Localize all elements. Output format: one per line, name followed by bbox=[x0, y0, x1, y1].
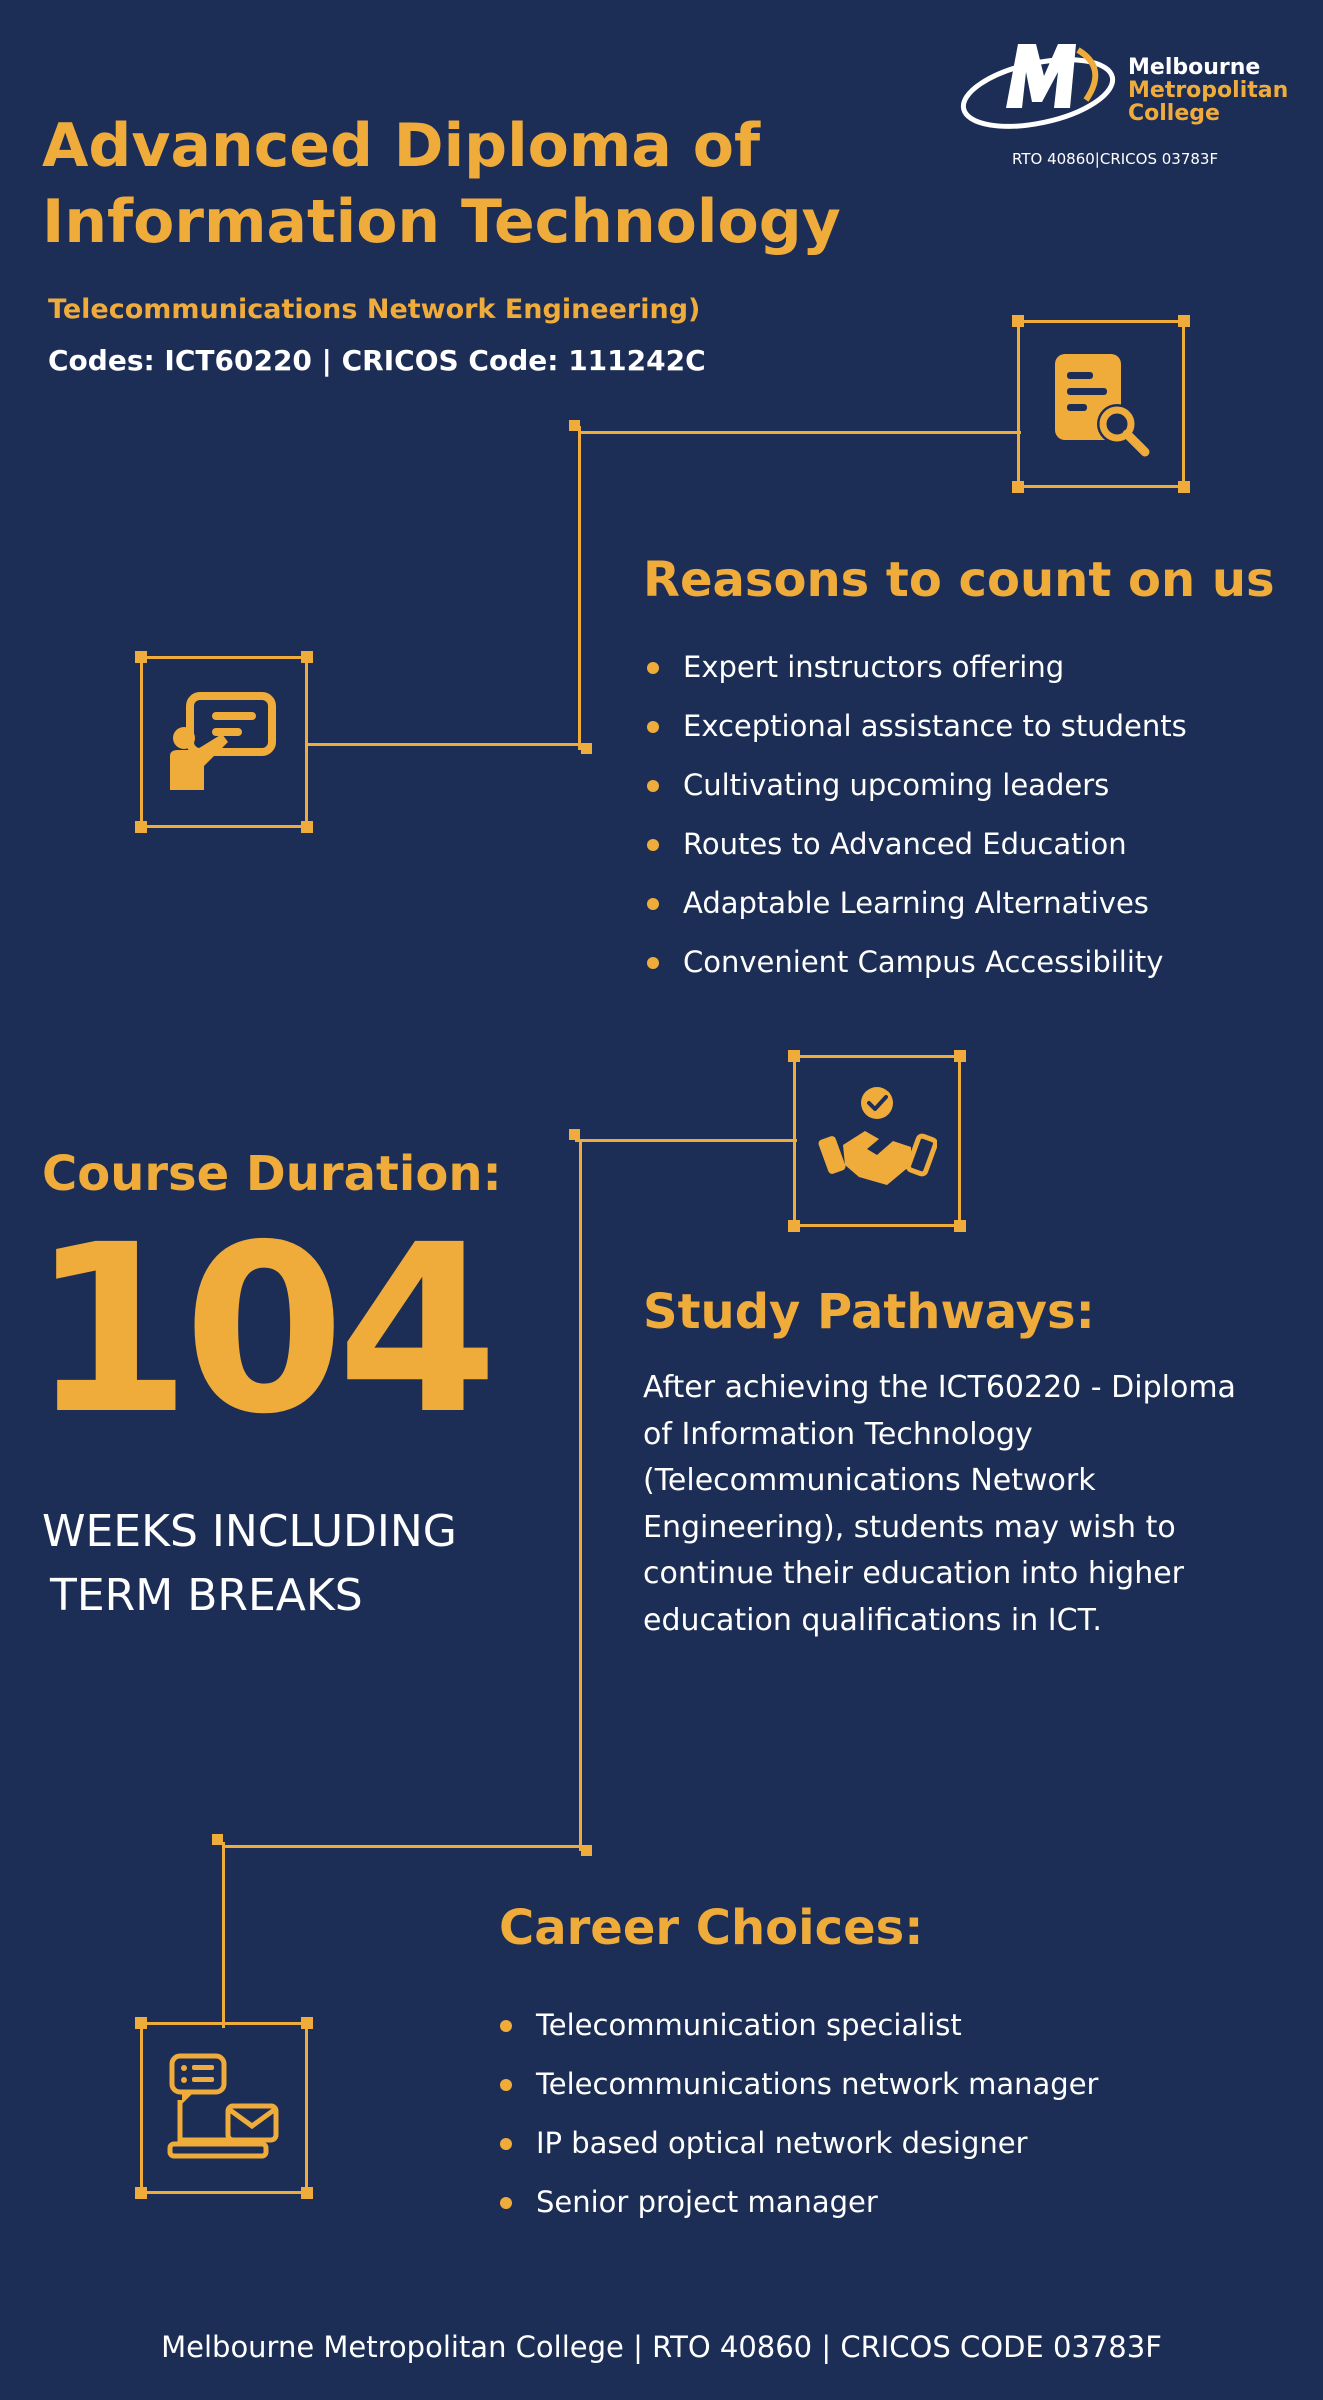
logo-text bbox=[1128, 56, 1288, 125]
pathways-heading: Study Pathways: bbox=[643, 1284, 1095, 1340]
footer-text: Melbourne Metropolitan College | RTO 40860 | CRICOS CODE 03783F bbox=[161, 2330, 1162, 2364]
duration-caption-line-1: WEEKS INCLUDING bbox=[42, 1506, 457, 1557]
list-item: Cultivating upcoming leaders bbox=[643, 756, 1187, 815]
handshake-box bbox=[793, 1055, 961, 1227]
reasons-heading: Reasons to count on us bbox=[643, 552, 1275, 608]
connector-dot bbox=[212, 1834, 223, 1845]
list-item: Senior project manager bbox=[496, 2173, 1098, 2232]
connector-dot bbox=[581, 1845, 592, 1856]
list-item: Routes to Advanced Education bbox=[643, 815, 1187, 874]
presentation-box bbox=[140, 656, 308, 828]
list-item: Convenient Campus Accessibility bbox=[643, 933, 1187, 992]
connector-line bbox=[306, 743, 581, 746]
logo-line-1: Melbourne bbox=[1128, 55, 1261, 80]
list-item: Telecommunications network manager bbox=[496, 2055, 1098, 2114]
college-logo bbox=[958, 38, 1118, 148]
connector-dot bbox=[581, 743, 592, 754]
connector-line bbox=[578, 426, 581, 750]
logo-mark-icon bbox=[958, 38, 1118, 148]
list-item: Exceptional assistance to students bbox=[643, 697, 1187, 756]
connector-line bbox=[222, 1845, 582, 1848]
connector-line bbox=[578, 431, 1021, 434]
duration-heading: Course Duration: bbox=[42, 1146, 502, 1202]
document-search-box bbox=[1017, 320, 1185, 488]
logo-line-2: Metropolitan bbox=[1128, 78, 1289, 103]
document-search-icon bbox=[1045, 348, 1157, 460]
careers-list bbox=[496, 1996, 1098, 2232]
course-codes: Codes: ICT60220 | CRICOS Code: 111242C bbox=[48, 344, 706, 377]
list-item: IP based optical network designer bbox=[496, 2114, 1098, 2173]
page-title: Advanced Diploma of Information Technology bbox=[42, 111, 841, 257]
connector-dot bbox=[569, 420, 580, 431]
list-item: Telecommunication specialist bbox=[496, 1996, 1098, 2055]
duration-caption bbox=[42, 1500, 562, 1628]
logo-line-3: College bbox=[1128, 101, 1220, 126]
list-item: Adaptable Learning Alternatives bbox=[643, 874, 1187, 933]
laptop-chat-mail-icon bbox=[164, 2048, 284, 2168]
course-subtitle: Telecommunications Network Engineering) bbox=[48, 294, 701, 325]
laptop-chat-box bbox=[140, 2022, 308, 2194]
pathways-text: After achieving the ICT60220 - Diploma of Information Technology (Telecommunications Network Engineering), students may wish to continue their education into higher education qualifications in ICT. bbox=[643, 1370, 1236, 1638]
handshake-check-icon bbox=[817, 1081, 937, 1201]
connector-line bbox=[575, 1139, 797, 1142]
presentation-teacher-icon bbox=[164, 682, 284, 802]
connector-line bbox=[579, 1139, 582, 1851]
careers-heading: Career Choices: bbox=[499, 1900, 924, 1956]
duration-caption-line-2: TERM BREAKS bbox=[50, 1570, 363, 1621]
duration-number: 104 bbox=[30, 1195, 491, 1465]
list-item: Expert instructors offering bbox=[643, 638, 1187, 697]
reasons-list bbox=[643, 638, 1187, 992]
logo-registration: RTO 40860|CRICOS 03783F bbox=[1012, 150, 1219, 168]
connector-dot bbox=[569, 1129, 580, 1140]
connector-line bbox=[222, 1842, 225, 2028]
